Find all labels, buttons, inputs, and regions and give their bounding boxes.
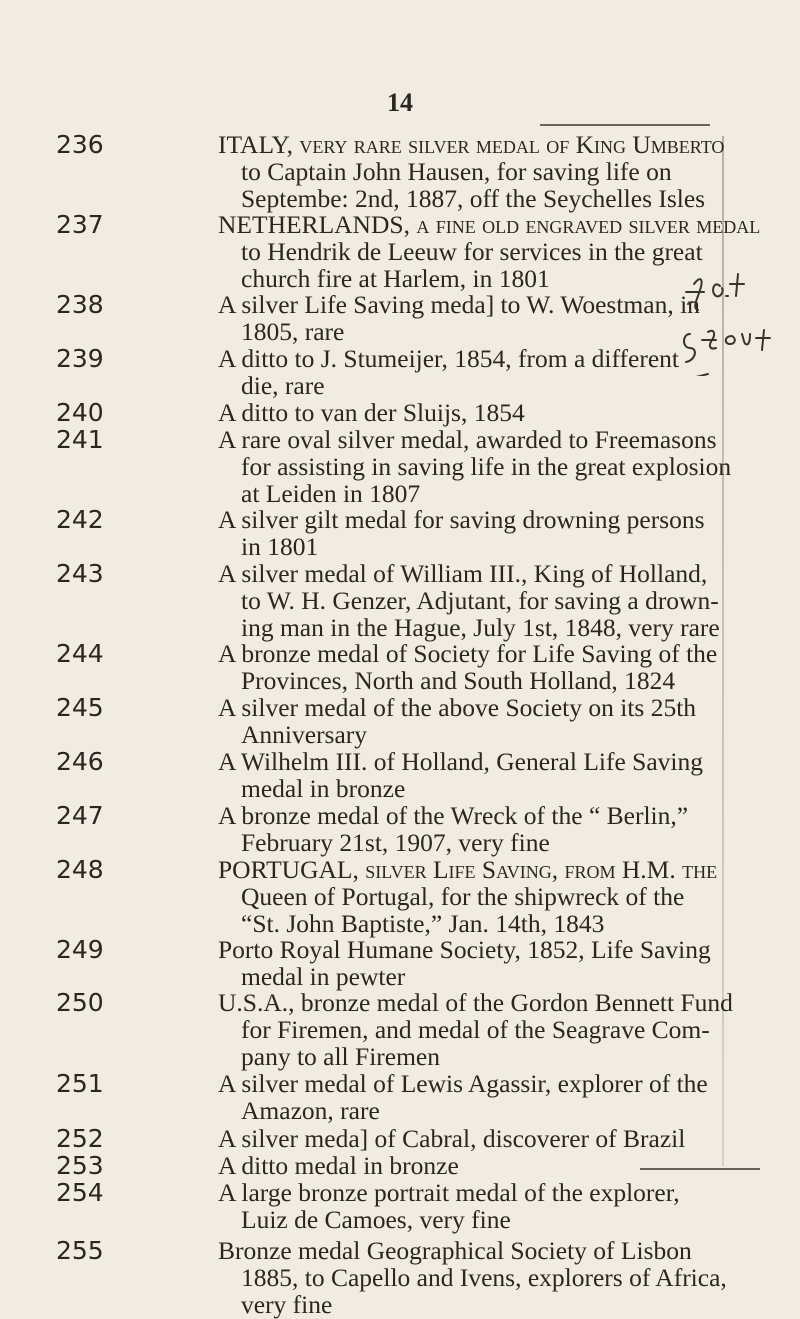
lot-description-line: A silver meda] of Cabral, discoverer of Brazil bbox=[218, 1124, 686, 1153]
lot-description-line: pany to all Firemen bbox=[241, 1041, 440, 1071]
lot-description-line: very fine bbox=[241, 1289, 333, 1319]
lot-description-line: A silver medal of William III., King of Holland, bbox=[218, 559, 708, 588]
lot-description-line: for assisting in saving life in the great explosion bbox=[241, 451, 732, 481]
lot-description-line: at Leiden in 1807 bbox=[241, 478, 421, 508]
lot-description-line: Septembe: 2nd, 1887, off the Seychelles Isles bbox=[241, 183, 706, 213]
lot-description-line: PORTUGAL, silver Life Saving, from H.M. the bbox=[218, 855, 718, 884]
lot-description-line: in 1801 bbox=[241, 531, 319, 561]
lot-description-line: Anniversary bbox=[241, 719, 368, 749]
lot-number: 250 bbox=[56, 988, 104, 1017]
lot-number: 239 bbox=[56, 344, 104, 373]
lot-number: 247 bbox=[56, 801, 104, 830]
lot-number: 249 bbox=[56, 935, 104, 964]
lot-number: 254 bbox=[56, 1178, 104, 1207]
lot-number: 246 bbox=[56, 747, 104, 776]
lot-description-line: Queen of Portugal, for the shipwreck of the bbox=[241, 881, 685, 911]
lot-number: 236 bbox=[56, 130, 104, 159]
lot-number: 238 bbox=[56, 290, 104, 319]
lot-description-line: A ditto medal in bronze bbox=[218, 1151, 459, 1180]
lot-number: 241 bbox=[56, 425, 104, 454]
lot-description-line: Provinces, North and South Holland, 1824 bbox=[241, 665, 676, 695]
lot-description-line: to W. H. Genzer, Adjutant, for saving a drown- bbox=[241, 585, 719, 615]
lot-description-line: A silver Life Saving meda] to W. Woestman, in bbox=[218, 290, 700, 319]
lot-description-line: A bronze medal of the Wreck of the “ Berlin,” bbox=[218, 801, 689, 830]
lot-description-line: Amazon, rare bbox=[241, 1095, 380, 1125]
lot-description-line: U.S.A., bronze medal of the Gordon Bennett Fund bbox=[218, 988, 733, 1017]
lot-number: 252 bbox=[56, 1124, 104, 1153]
lot-description-line: medal in bronze bbox=[241, 773, 406, 803]
bottom-rule bbox=[640, 1168, 760, 1170]
lot-description-line: for Firemen, and medal of the Seagrave Com- bbox=[241, 1014, 710, 1044]
lot-description-line: Porto Royal Humane Society, 1852, Life Saving bbox=[218, 935, 711, 964]
lot-number: 253 bbox=[56, 1151, 104, 1180]
lot-description-line: Luiz de Camoes, very fine bbox=[241, 1204, 511, 1234]
lot-description-line: A large bronze portrait medal of the explorer, bbox=[218, 1178, 680, 1207]
lot-description-line: church fire at Harlem, in 1801 bbox=[241, 263, 550, 293]
lot-number: 242 bbox=[56, 505, 104, 534]
top-rule bbox=[540, 124, 710, 126]
lot-description-line: “St. John Baptiste,” Jan. 14th, 1843 bbox=[241, 908, 605, 938]
lot-description-line: A silver medal of Lewis Agassir, explorer of the bbox=[218, 1069, 708, 1098]
page-number: 14 bbox=[387, 88, 413, 117]
lot-description-line: A Wilhelm III. of Holland, General Life Saving bbox=[218, 747, 703, 776]
lot-description-line: 1885, to Capello and Ivens, explorers of Africa, bbox=[241, 1262, 727, 1292]
lot-description-line: A rare oval silver medal, awarded to Freemasons bbox=[218, 425, 717, 454]
lot-description-line: medal in pewter bbox=[241, 961, 406, 991]
lot-description-line: A silver medal of the above Society on its 25th bbox=[218, 693, 697, 722]
lot-description-line: A silver gilt medal for saving drowning persons bbox=[218, 505, 705, 534]
lot-description-line: NETHERLANDS, a fine old engraved silver medal bbox=[218, 210, 761, 239]
lot-description-line: die, rare bbox=[241, 370, 325, 400]
lot-number: 237 bbox=[56, 210, 104, 239]
lot-number: 245 bbox=[56, 693, 104, 722]
lot-description-line: to Hendrik de Leeuw for services in the great bbox=[241, 236, 703, 266]
lot-description-line: A bronze medal of Society for Life Saving of the bbox=[218, 639, 718, 668]
lot-number: 255 bbox=[56, 1236, 104, 1265]
lot-description-line: ITALY, very rare silver medal of King Umberto bbox=[218, 130, 725, 159]
lot-number: 244 bbox=[56, 639, 104, 668]
lot-description-line: to Captain John Hausen, for saving life on bbox=[241, 156, 672, 186]
lot-description-line: Bronze medal Geographical Society of Lisbon bbox=[218, 1236, 692, 1265]
lot-number: 240 bbox=[56, 398, 104, 427]
lot-number: 251 bbox=[56, 1069, 104, 1098]
lot-description-line: A ditto to J. Stumeijer, 1854, from a different bbox=[218, 344, 679, 373]
lot-description-line: 1805, rare bbox=[241, 316, 345, 346]
lot-description-line: A ditto to van der Sluijs, 1854 bbox=[218, 398, 525, 427]
handwritten-margin-note bbox=[680, 256, 800, 376]
lot-description-line: February 21st, 1907, very fine bbox=[241, 827, 550, 857]
lot-number: 248 bbox=[56, 855, 104, 884]
lot-description-line: ing man in the Hague, July 1st, 1848, very rare bbox=[241, 612, 720, 642]
lot-number: 243 bbox=[56, 559, 104, 588]
